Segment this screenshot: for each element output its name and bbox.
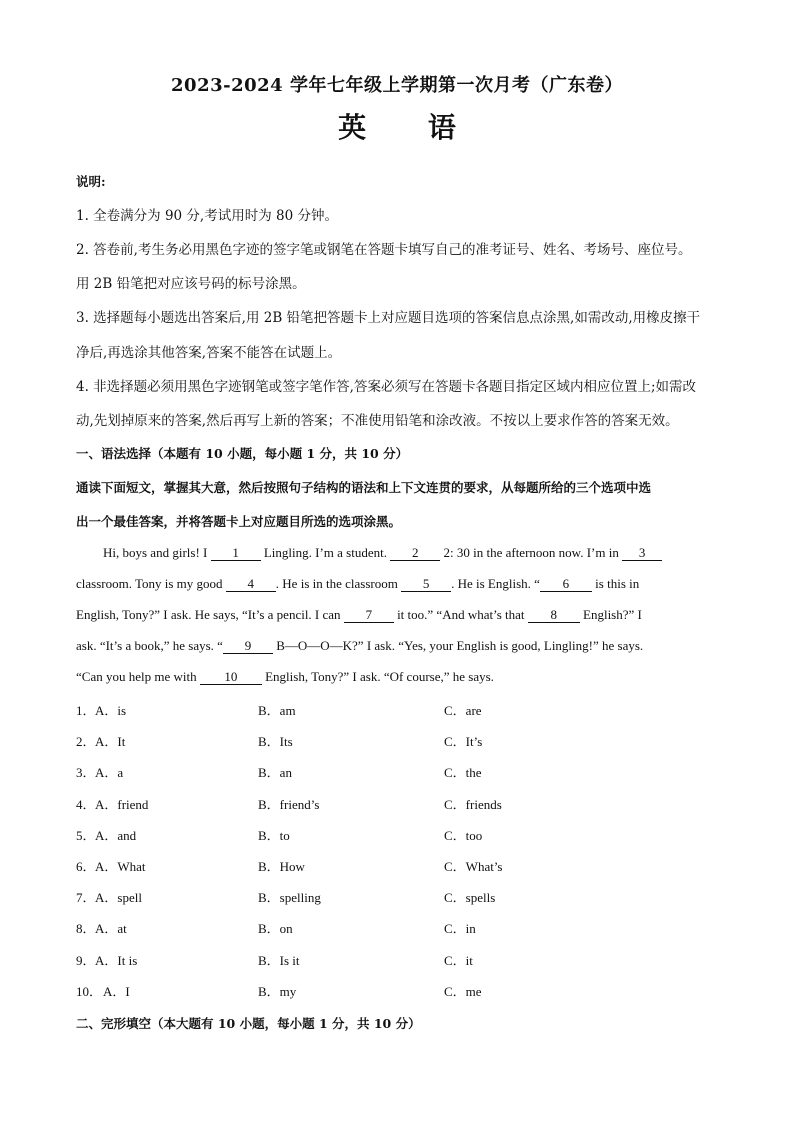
option-b: B．an	[258, 765, 292, 780]
option-c: C．spells	[444, 890, 496, 905]
passage-text: classroom. Tony is my good	[76, 576, 226, 591]
passage-text: 2: 30 in the afternoon now. I’m in	[440, 545, 623, 560]
option-number: 7．	[76, 890, 96, 905]
blank-1: 1	[211, 546, 261, 561]
option-a: A．spell	[95, 890, 142, 905]
option-a: A．I	[103, 984, 130, 999]
passage-text: ask. “It’s a book,” he says. “	[76, 638, 223, 653]
option-a: A．is	[95, 703, 127, 718]
option-b: B．on	[258, 921, 293, 936]
option-number: 10．	[76, 984, 103, 999]
option-a: A．a	[95, 765, 124, 780]
option-number: 9．	[76, 953, 96, 968]
instruction-3b: 净后,再选涂其他答案,答案不能答在试题上。	[76, 345, 342, 361]
option-a: A．It is	[95, 953, 138, 968]
option-c: C．are	[444, 703, 482, 718]
option-number: 1．	[76, 703, 96, 718]
blank-5: 5	[401, 577, 451, 592]
blank-6: 6	[540, 577, 592, 592]
passage-text: . He is English. “	[451, 576, 540, 591]
passage-text: it too.” “And what’s that	[393, 607, 528, 622]
option-b: B．to	[258, 828, 290, 843]
blank-8: 8	[528, 608, 580, 623]
section1-heading: 一、语法选择（本题有 10 小题，每小题 1 分，共 10 分）	[76, 446, 409, 461]
option-b: B．Its	[258, 734, 293, 749]
instruction-2a: 2. 答卷前,考生务必用黑色字迹的签字笔或钢笔在答题卡填写自己的准考证号、姓名、考场号、座位号。	[76, 242, 692, 258]
exam-title: 2023-2024 学年七年级上学期第一次月考（广东卷）	[171, 75, 623, 96]
option-c: C．me	[444, 984, 482, 999]
option-a: A．What	[95, 859, 146, 874]
section1-directions-b: 出一个最佳答案，并将答题卡上对应题目所选的选项涂黑。	[76, 514, 402, 529]
instructions-heading: 说明:	[76, 174, 106, 189]
passage-text: Lingling. I’m a student.	[260, 545, 391, 560]
instruction-4b: 动,先划掉原来的答案,然后再写上新的答案；不准使用铅笔和涂改液。不按以上要求作答的答案无效。	[76, 413, 679, 429]
passage-line-3	[76, 607, 642, 623]
passage-text: English, Tony?” I ask. He says, “It’s a pencil. I can	[76, 607, 344, 622]
blank-10: 10	[200, 670, 262, 685]
instruction-3a: 3. 选择题每小题选出答案后,用 2B 铅笔把答题卡上对应题目选项的答案信息点涂黑,如需改动,用橡皮擦干	[76, 310, 701, 326]
option-a: A．and	[95, 828, 137, 843]
option-c: C．the	[444, 765, 482, 780]
section2-heading: 二、完形填空（本大题有 10 小题，每小题 1 分，共 10 分）	[76, 1016, 421, 1031]
option-b: B．my	[258, 984, 297, 999]
option-b: B．How	[258, 859, 305, 874]
option-c: C．too	[444, 828, 483, 843]
option-number: 6．	[76, 859, 96, 874]
passage-line-2	[76, 576, 639, 592]
option-b: B．spelling	[258, 890, 321, 905]
option-c: C．What’s	[444, 859, 503, 874]
option-b: B．friend’s	[258, 797, 320, 812]
passage-text: English?” I	[579, 607, 642, 622]
instruction-2b: 用 2B 铅笔把对应该号码的标号涂黑。	[76, 276, 306, 292]
passage-text: . He is in the classroom	[275, 576, 402, 591]
passage-text: Hi, boys and girls! I	[103, 545, 211, 560]
blank-4: 4	[226, 577, 276, 592]
passage-text: English, Tony?” I ask. “Of course,” he says.	[261, 669, 494, 684]
option-number: 3．	[76, 765, 96, 780]
option-a: A．friend	[95, 797, 149, 812]
passage-text: “Can you help me with	[76, 669, 200, 684]
option-b: B．am	[258, 703, 296, 718]
passage-line-5	[76, 669, 494, 685]
blank-2: 2	[390, 546, 440, 561]
option-a: A．at	[95, 921, 127, 936]
passage-text: is this in	[591, 576, 640, 591]
option-number: 4．	[76, 797, 96, 812]
option-number: 5．	[76, 828, 96, 843]
passage-line-1	[103, 545, 662, 561]
option-b: B．Is it	[258, 953, 300, 968]
option-c: C．friends	[444, 797, 502, 812]
option-number: 2．	[76, 734, 96, 749]
section1-directions-a: 通读下面短文，掌握其大意，然后按照句子结构的语法和上下文连贯的要求，从每题所给的三个选项中选	[76, 480, 652, 495]
option-c: C．it	[444, 953, 473, 968]
subject-title: 英 语	[338, 111, 482, 144]
option-c: C．in	[444, 921, 476, 936]
option-c: C．It’s	[444, 734, 483, 749]
blank-7: 7	[344, 608, 394, 623]
blank-3: 3	[622, 546, 662, 561]
passage-text: B—O—O—K?” I ask. “Yes, your English is good, Lingling!” he says.	[272, 638, 644, 653]
option-number: 8．	[76, 921, 96, 936]
option-a: A．It	[95, 734, 126, 749]
passage-line-4	[76, 638, 643, 654]
instruction-1: 1. 全卷满分为 90 分,考试用时为 80 分钟。	[76, 208, 338, 224]
blank-9: 9	[223, 639, 273, 654]
instruction-4a: 4. 非选择题必须用黑色字迹钢笔或签字笔作答,答案必须写在答题卡各题目指定区域内相应位置上;如需改	[76, 379, 697, 395]
